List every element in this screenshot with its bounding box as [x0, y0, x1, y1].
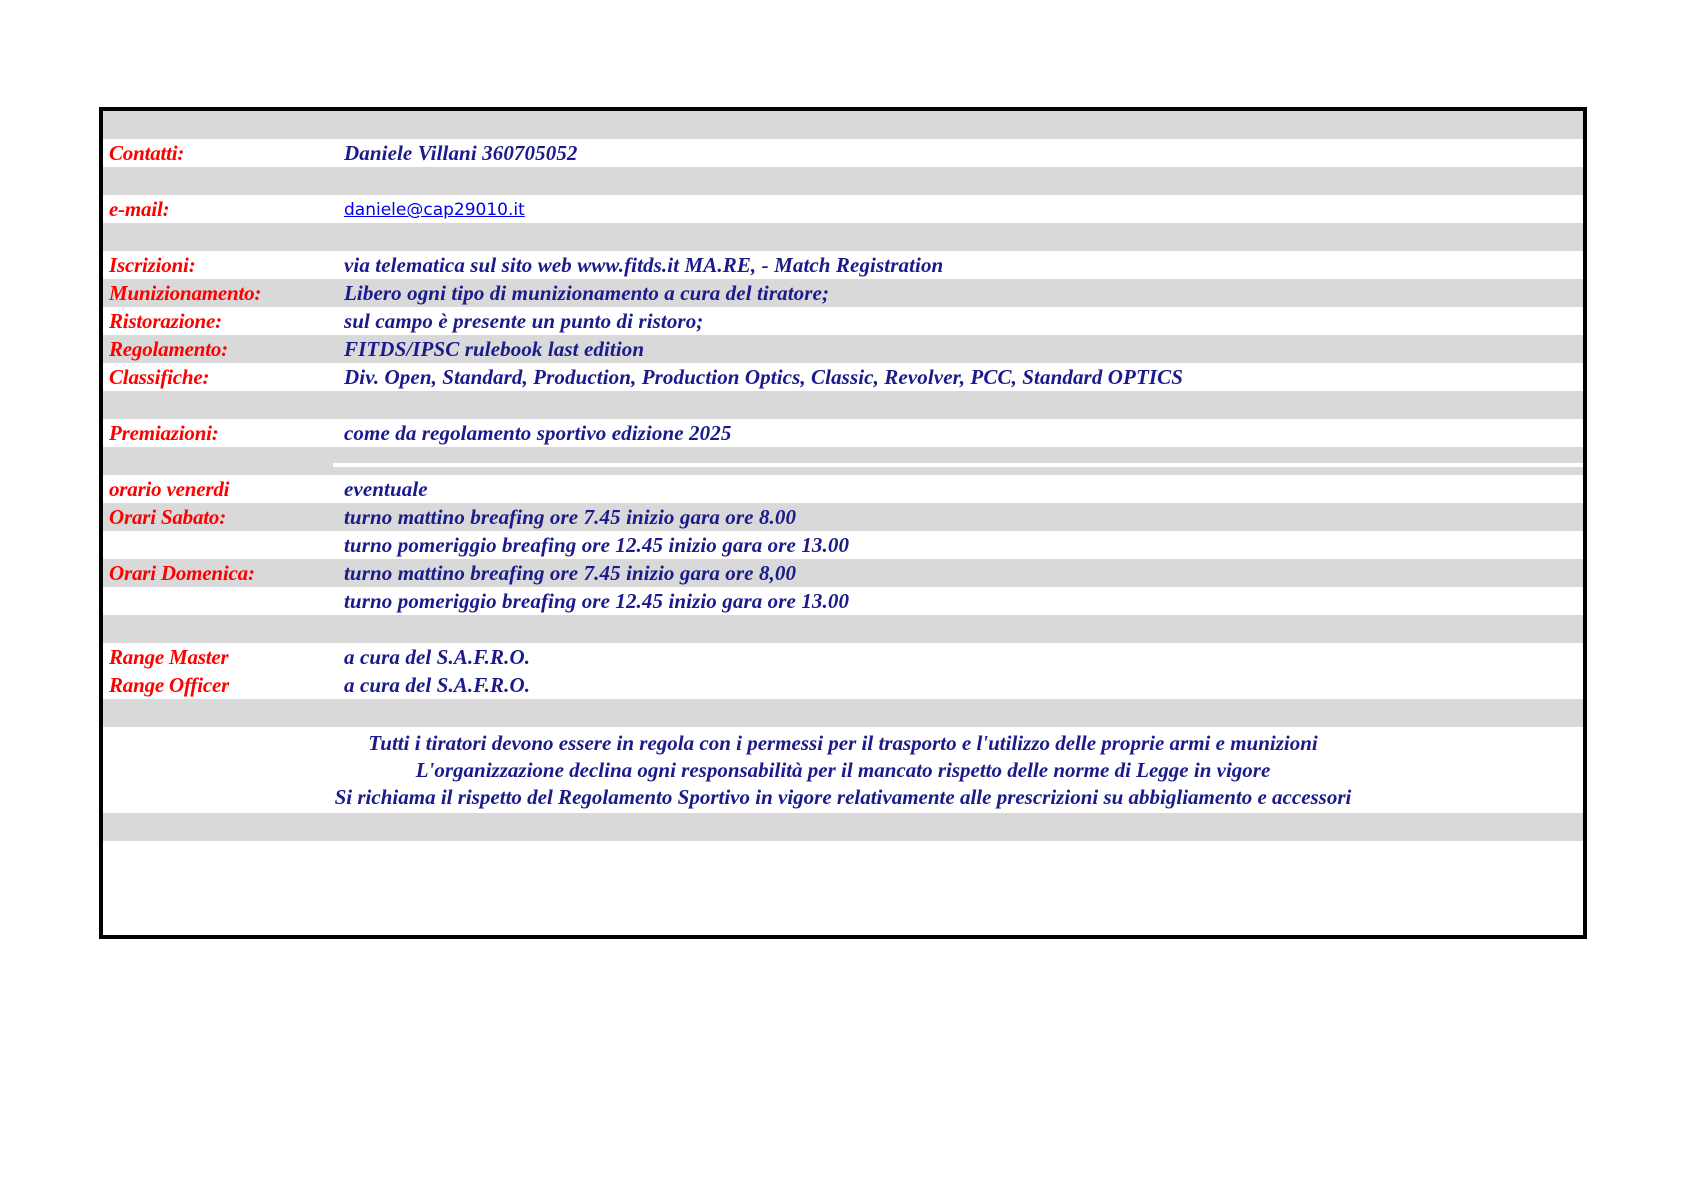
row-spacer	[103, 447, 1583, 475]
sabato-mattino-value: turno mattino breafing ore 7.45 inizio gara ore 8.00	[344, 505, 797, 529]
regolamento-label: Regolamento:	[109, 337, 228, 361]
divider	[333, 463, 1587, 467]
row-classifiche	[103, 363, 1583, 391]
range-officer-value: a cura del S.A.F.R.O.	[344, 673, 531, 697]
row-email	[103, 195, 1583, 223]
notice-block	[103, 730, 1583, 811]
domenica-label: Orari Domenica:	[109, 561, 255, 585]
munizionamento-label: Munizionamento:	[109, 281, 262, 305]
row-range-master	[103, 643, 1583, 671]
iscrizioni-value: via telematica sul sito web www.fitds.it MA.RE, - Match Registration	[344, 253, 944, 277]
notice-line-1: Tutti i tiratori devono essere in regola con i permessi per il trasporto e l'utilizzo delle proprie armi e munizioni	[368, 731, 1318, 755]
row-spacer	[103, 813, 1583, 841]
row-spacer	[103, 111, 1583, 139]
sabato-pomeriggio-value: turno pomeriggio breafing ore 12.45 inizio gara ore 13.00	[344, 533, 850, 557]
row-sabato-pomeriggio	[103, 531, 1583, 559]
row-venerdi	[103, 475, 1583, 503]
venerdi-label: orario venerdi	[109, 477, 230, 501]
row-domenica-pomeriggio	[103, 587, 1583, 615]
classifiche-label: Classifiche:	[109, 365, 210, 389]
info-table	[99, 107, 1587, 939]
notice-line-2: L'organizzazione declina ogni responsabilità per il mancato rispetto delle norme di Legge in vigore	[415, 758, 1271, 782]
row-iscrizioni	[103, 251, 1583, 279]
email-label: e-mail:	[109, 197, 170, 221]
email-link[interactable]: daniele@cap29010.it	[344, 200, 525, 220]
ristorazione-label: Ristorazione:	[109, 309, 222, 333]
row-spacer	[103, 615, 1583, 643]
iscrizioni-label: Iscrizioni:	[109, 253, 196, 277]
munizionamento-value: Libero ogni tipo di munizionamento a cura del tiratore;	[344, 281, 830, 305]
regolamento-value: FITDS/IPSC rulebook last edition	[344, 337, 645, 361]
row-spacer	[103, 167, 1583, 195]
range-officer-label: Range Officer	[109, 673, 230, 697]
domenica-mattino-value: turno mattino breafing ore 7.45 inizio gara ore 8,00	[344, 561, 797, 585]
contatti-label: Contatti:	[109, 141, 185, 165]
row-range-officer	[103, 671, 1583, 699]
row-spacer	[103, 699, 1583, 727]
notice-line-3: Si richiama il rispetto del Regolamento Sportivo in vigore relativamente alle prescrizioni su abbigliamento e accessori	[334, 785, 1352, 809]
row-munizionamento	[103, 279, 1583, 307]
row-sabato-mattino	[103, 503, 1583, 531]
premiazioni-value: come da regolamento sportivo edizione 2025	[344, 421, 732, 445]
range-master-label: Range Master	[109, 645, 229, 669]
venerdi-value: eventuale	[344, 477, 428, 501]
row-domenica-mattino	[103, 559, 1583, 587]
ristorazione-value: sul campo è presente un punto di ristoro;	[344, 309, 704, 333]
row-spacer	[103, 391, 1583, 419]
premiazioni-label: Premiazioni:	[109, 421, 219, 445]
row-premiazioni	[103, 419, 1583, 447]
row-spacer	[103, 223, 1583, 251]
classifiche-value: Div. Open, Standard, Production, Production Optics, Classic, Revolver, PCC, Standard OPTICS	[344, 365, 1184, 389]
row-regolamento	[103, 335, 1583, 363]
range-master-value: a cura del S.A.F.R.O.	[344, 645, 531, 669]
contatti-value: Daniele Villani 360705052	[344, 141, 578, 165]
row-contatti	[103, 139, 1583, 167]
row-ristorazione	[103, 307, 1583, 335]
domenica-pomeriggio-value: turno pomeriggio breafing ore 12.45 inizio gara ore 13.00	[344, 589, 850, 613]
sabato-label: Orari Sabato:	[109, 505, 227, 529]
